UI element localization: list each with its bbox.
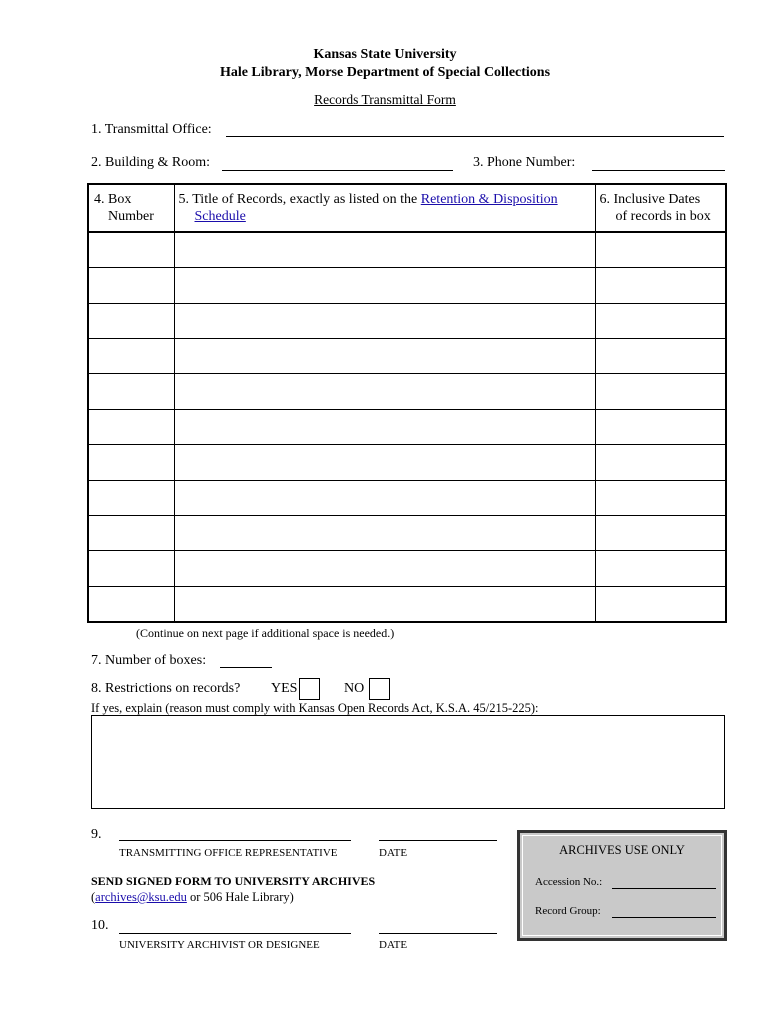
title-of-records-cell[interactable] bbox=[174, 445, 595, 480]
title-of-records-cell[interactable] bbox=[174, 268, 595, 303]
representative-date-label: DATE bbox=[379, 847, 408, 859]
title-of-records-cell[interactable] bbox=[174, 586, 595, 622]
table-row bbox=[88, 339, 726, 374]
box-number-cell[interactable] bbox=[88, 268, 174, 303]
title-of-records-cell[interactable] bbox=[174, 339, 595, 374]
building-room-label: 2. Building & Room: bbox=[91, 155, 211, 170]
archives-use-only-box bbox=[517, 830, 727, 941]
inclusive-dates-cell[interactable] bbox=[595, 339, 726, 374]
table-row bbox=[88, 409, 726, 444]
retention-schedule-link[interactable]: Retention & Disposition bbox=[420, 192, 558, 207]
schedule-link[interactable]: Schedule bbox=[194, 209, 246, 224]
table-row bbox=[88, 445, 726, 480]
archives-email-link[interactable]: archives@ksu.edu bbox=[95, 890, 187, 904]
inclusive-dates-cell[interactable] bbox=[595, 551, 726, 586]
record-group-label: Record Group: bbox=[535, 905, 601, 917]
table-row bbox=[88, 586, 726, 622]
table-row bbox=[88, 268, 726, 303]
table-row bbox=[88, 480, 726, 515]
representative-label: TRANSMITTING OFFICE REPRESENTATIVE bbox=[119, 847, 338, 859]
library-name: Hale Library, Morse Department of Special Collections bbox=[219, 65, 551, 80]
yes-checkbox[interactable] bbox=[299, 678, 320, 700]
explain-textarea[interactable] bbox=[91, 715, 725, 809]
table-row bbox=[88, 232, 726, 268]
transmittal-office-label: 1. Transmittal Office: bbox=[91, 122, 212, 137]
title-of-records-cell[interactable] bbox=[174, 515, 595, 550]
phone-number-field[interactable] bbox=[592, 170, 725, 171]
title-of-records-cell[interactable] bbox=[174, 374, 595, 409]
inclusive-dates-cell[interactable] bbox=[595, 515, 726, 550]
box-number-cell[interactable] bbox=[88, 339, 174, 374]
item-9-number: 9. bbox=[91, 827, 102, 842]
number-of-boxes-field[interactable] bbox=[220, 667, 272, 668]
box-number-cell[interactable] bbox=[88, 551, 174, 586]
accession-field[interactable] bbox=[612, 888, 716, 889]
transmittal-office-field[interactable] bbox=[226, 136, 724, 137]
box-number-cell[interactable] bbox=[88, 445, 174, 480]
inclusive-dates-cell[interactable] bbox=[595, 480, 726, 515]
representative-date-line[interactable] bbox=[379, 840, 497, 841]
yes-label: YES bbox=[271, 681, 298, 696]
table-row bbox=[88, 303, 726, 338]
send-instruction: SEND SIGNED FORM TO UNIVERSITY ARCHIVES bbox=[91, 874, 376, 888]
table-row bbox=[88, 551, 726, 586]
number-of-boxes-label: 7. Number of boxes: bbox=[91, 653, 207, 668]
box-number-cell[interactable] bbox=[88, 515, 174, 550]
inclusive-dates-cell[interactable] bbox=[595, 374, 726, 409]
box-number-cell[interactable] bbox=[88, 374, 174, 409]
inclusive-dates-cell[interactable] bbox=[595, 303, 726, 338]
title-of-records-cell[interactable] bbox=[174, 551, 595, 586]
restrictions-label: 8. Restrictions on records? bbox=[91, 681, 241, 696]
item-10-number: 10. bbox=[91, 918, 109, 933]
send-address: (archives@ksu.edu or 506 Hale Library) bbox=[91, 890, 294, 904]
no-checkbox[interactable] bbox=[369, 678, 390, 700]
box-number-header: 4. Box Number bbox=[88, 184, 174, 232]
archives-box-title: ARCHIVES USE ONLY bbox=[559, 843, 685, 857]
inclusive-dates-cell[interactable] bbox=[595, 232, 726, 268]
inclusive-dates-header: 6. Inclusive Dates of records in box bbox=[595, 184, 726, 232]
building-room-field[interactable] bbox=[222, 170, 453, 171]
inclusive-dates-cell[interactable] bbox=[595, 409, 726, 444]
box-number-cell[interactable] bbox=[88, 586, 174, 622]
inclusive-dates-cell[interactable] bbox=[595, 445, 726, 480]
title-of-records-cell[interactable] bbox=[174, 303, 595, 338]
box-number-cell[interactable] bbox=[88, 480, 174, 515]
box-number-cell[interactable] bbox=[88, 409, 174, 444]
record-group-field[interactable] bbox=[612, 917, 716, 918]
table-row bbox=[88, 374, 726, 409]
form-title: Records Transmittal Form bbox=[314, 92, 456, 107]
title-of-records-header: 5. Title of Records, exactly as listed on the Retention & Disposition Schedule bbox=[174, 184, 595, 232]
phone-number-label: 3. Phone Number: bbox=[473, 155, 576, 170]
title-of-records-cell[interactable] bbox=[174, 232, 595, 268]
accession-label: Accession No.: bbox=[535, 876, 603, 888]
no-label: NO bbox=[344, 681, 365, 696]
university-name: Kansas State University bbox=[313, 47, 457, 62]
title-of-records-cell[interactable] bbox=[174, 480, 595, 515]
continue-note: (Continue on next page if additional space is needed.) bbox=[136, 626, 395, 640]
archivist-date-label: DATE bbox=[379, 939, 408, 951]
records-table bbox=[87, 183, 727, 623]
archivist-label: UNIVERSITY ARCHIVIST OR DESIGNEE bbox=[119, 939, 320, 951]
box-number-cell[interactable] bbox=[88, 303, 174, 338]
inclusive-dates-cell[interactable] bbox=[595, 586, 726, 622]
archivist-date-line[interactable] bbox=[379, 933, 497, 934]
representative-signature-line[interactable] bbox=[119, 840, 351, 841]
table-row bbox=[88, 515, 726, 550]
title-of-records-cell[interactable] bbox=[174, 409, 595, 444]
explain-label: If yes, explain (reason must comply with Kansas Open Records Act, K.S.A. 45/215-225): bbox=[91, 701, 539, 715]
inclusive-dates-cell[interactable] bbox=[595, 268, 726, 303]
box-number-cell[interactable] bbox=[88, 232, 174, 268]
table-header-row bbox=[88, 184, 726, 232]
archivist-signature-line[interactable] bbox=[119, 933, 351, 934]
